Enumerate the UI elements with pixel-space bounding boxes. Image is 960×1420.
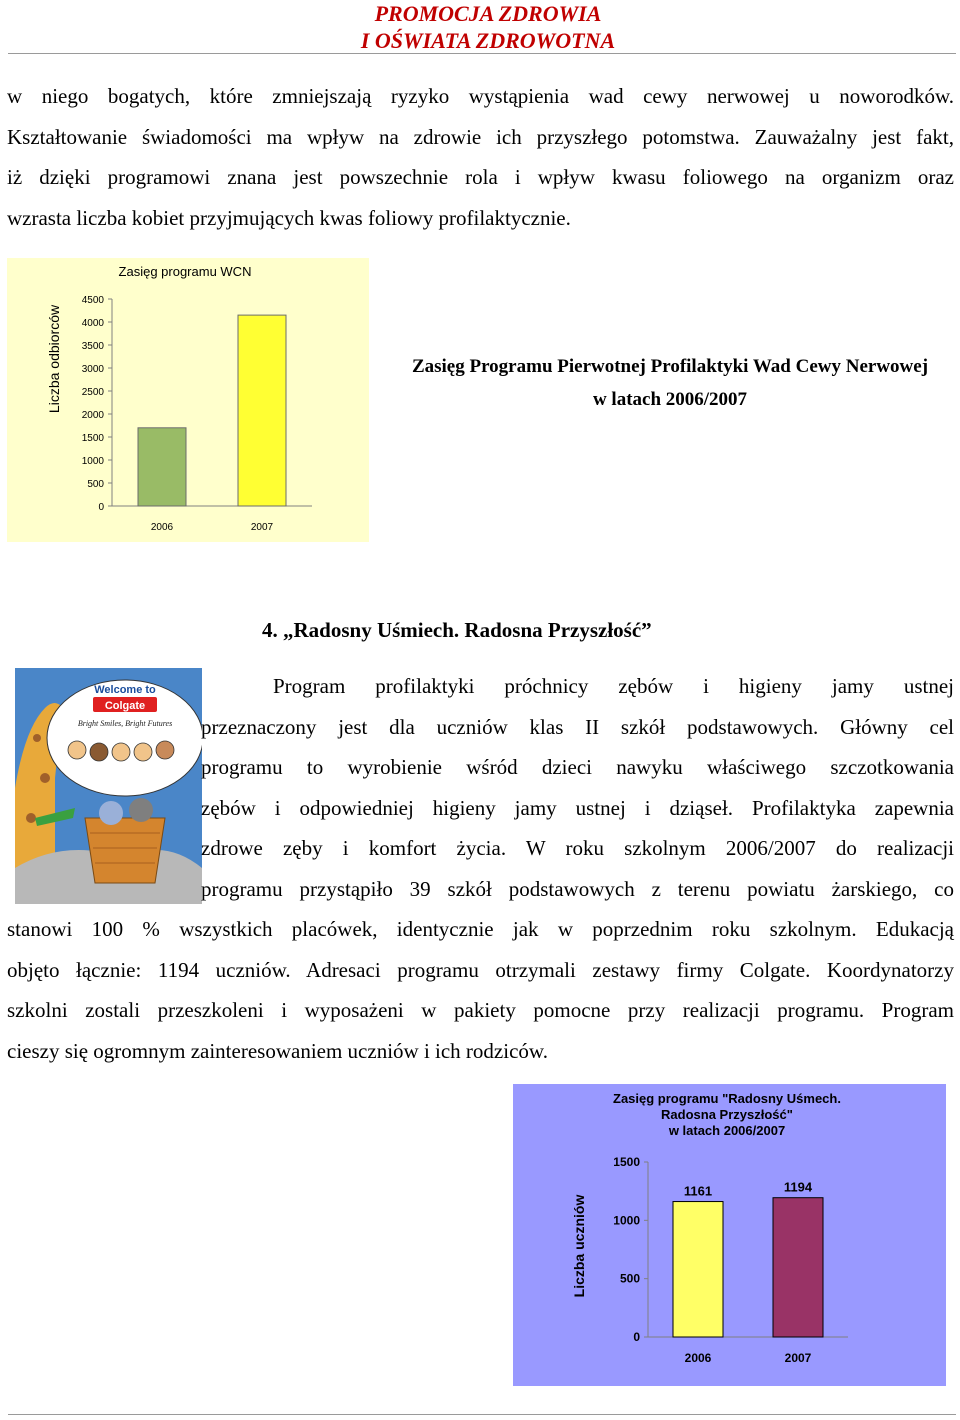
- y-tick-label: 4500: [81, 295, 104, 306]
- y-axis-label: Liczba odbiorców: [46, 304, 62, 414]
- y-tick-label: 1500: [81, 433, 104, 444]
- y-tick-label: 2500: [81, 387, 104, 398]
- data-label: 1194: [783, 1179, 813, 1195]
- x-tick-label: 2006: [150, 522, 174, 533]
- program-line: zębów i odpowiedniej higieny jamy ustnej i dziąseł. Profilaktyka zapewnia: [201, 795, 954, 820]
- bar-2007: [773, 1198, 823, 1337]
- y-tick-label: 1500: [613, 1155, 640, 1169]
- y-tick-label: 0: [98, 502, 104, 513]
- chart-title: Zasięg programu WCN: [118, 264, 252, 279]
- chart-title-line: Radosna Przyszłość": [661, 1107, 793, 1122]
- y-tick-label: 500: [87, 479, 104, 490]
- wcn-caption: [380, 350, 960, 416]
- hippo-illustration: [129, 798, 153, 822]
- program-paragraph-upper: [201, 666, 954, 909]
- program-paragraph-lower: [7, 909, 954, 1071]
- page-header: [0, 0, 960, 52]
- y-axis-label: Liczba uczniów: [571, 1194, 587, 1298]
- header-line-1: PROMOCJA ZDROWIA: [374, 1, 602, 26]
- footer-divider: [8, 1414, 956, 1415]
- rabbit-illustration: [99, 801, 123, 825]
- x-tick-label: 2007: [784, 1351, 812, 1365]
- radosny-usmiech-chart: [513, 1084, 946, 1386]
- program-line: Program profilaktyki próchnicy zębów i higieny jamy ustnej: [273, 674, 954, 698]
- intro-paragraph: [7, 76, 954, 238]
- intro-line: w niego bogatych, które zmniejszają ryzyko wystąpienia wad cewy nerwowej u noworodków.: [7, 84, 954, 108]
- radosny-usmiech-chart-svg: [513, 1084, 946, 1386]
- intro-line: iż dzięki programowi znana jest powszechnie rola i wpływ kwasu foliowego na organizm oraz: [7, 165, 954, 189]
- y-tick-label: 1000: [613, 1213, 640, 1228]
- brand-text: Colgate: [104, 700, 146, 712]
- chart-title-line: Zasięg programu "Radosny Uśmech.: [613, 1091, 841, 1106]
- bar-2007: [238, 315, 286, 506]
- bar-2006: [138, 428, 186, 506]
- x-tick-label: 2006: [684, 1351, 712, 1365]
- colgate-program-illustration: [15, 668, 202, 904]
- header-line-2: I OŚWIATA ZDROWOTNA: [360, 28, 616, 53]
- program-line: zdrowe zęby i komfort życia. W roku szkolnym 2006/2007 do realizacji: [201, 836, 954, 860]
- wcn-chart-svg: [7, 258, 369, 542]
- wcn-caption-line-2: w latach 2006/2007: [592, 389, 748, 410]
- program-line: cieszy się ogromnym zainteresowaniem uczniów i ich rodziców.: [7, 1038, 548, 1063]
- wcn-caption-line-1: Zasięg Programu Pierwotnej Profilaktyki Wad Cewy Nerwowej: [411, 356, 929, 377]
- slogan-text: Bright Smiles, Bright Futures: [77, 719, 173, 728]
- program-line: programu przystąpiło 39 szkół podstawowych z terenu powiatu żarskiego, co: [201, 876, 954, 901]
- y-tick-label: 1000: [81, 456, 104, 467]
- program-line: programu to wyrobienie wśród dzieci nawyku właściwego szczotkowania: [201, 755, 954, 779]
- y-tick-label: 0: [633, 1330, 640, 1344]
- intro-line: Kształtowanie świadomości ma wpływ na zdrowie ich przyszłego potomstwa. Zauważalny jest fakt,: [7, 124, 954, 149]
- y-tick-label: 2000: [81, 410, 104, 421]
- program-line: objęto łącznie: 1194 uczniów. Adresaci programu otrzymali zestawy firmy Colgate. Koordynatorzy: [7, 957, 954, 982]
- section-heading: 4. „Radosny Uśmiech. Radosna Przyszłość”: [262, 618, 652, 642]
- y-tick-label: 3000: [81, 364, 104, 375]
- program-line: przeznaczony jest dla uczniów klas II szkół podstawowych. Główny cel: [201, 714, 954, 739]
- y-tick-label: 3500: [81, 341, 104, 352]
- balloon-basket: [85, 818, 165, 883]
- y-tick-label: 4000: [81, 318, 104, 329]
- data-label: 1161: [683, 1183, 713, 1199]
- y-tick-label: 500: [619, 1271, 640, 1286]
- x-tick-label: 2007: [250, 522, 274, 533]
- program-line: szkolni zostali przeszkoleni i wyposażeni w pakiety pomocne przy realizacji programu. Program: [7, 998, 954, 1022]
- welcome-text: Welcome to: [94, 684, 156, 696]
- program-line: stanowi 100 % wszystkich placówek, identycznie jak w poprzednim roku szkolnym. Edukacją: [7, 917, 954, 941]
- intro-line: wzrasta liczba kobiet przyjmujących kwas foliowy profilaktycznie.: [7, 205, 571, 230]
- chart-title-line: w latach 2006/2007: [668, 1123, 786, 1138]
- bar-2006: [673, 1202, 723, 1337]
- wcn-chart: [7, 258, 369, 542]
- header-divider: [8, 53, 956, 54]
